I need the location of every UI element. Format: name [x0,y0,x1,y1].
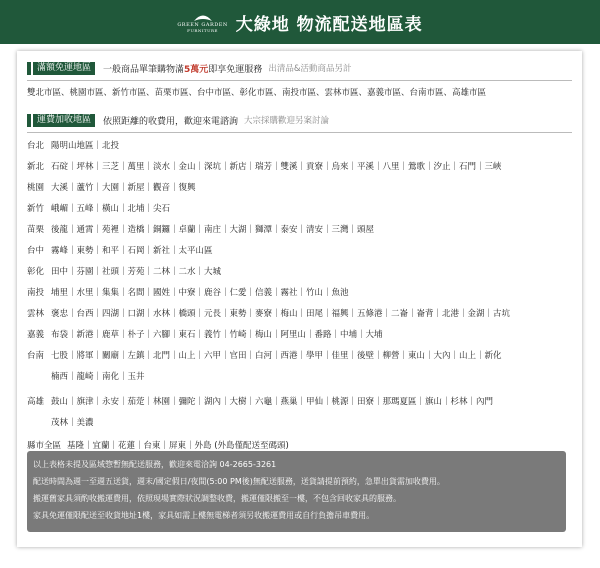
condition-amount: 5萬元 [184,64,209,75]
county-label: 嘉義 [27,330,45,340]
charge-section-header [27,113,329,127]
town-list: 七股｜將軍｜關廟｜左鎮｜北門｜山上｜六甲｜官田｜白河｜西港｜學甲｜佳里｜後壁｜柳營｜東山｜大內｜山上｜新化 [51,351,502,361]
list-item [27,395,575,416]
free-section-header [27,61,351,75]
town-list: 霧峰｜東勢｜和平｜石岡｜新社｜太平山區 [51,246,213,256]
county-label [27,416,51,439]
town-list: 田中｜芬園｜社頭｜芳苑｜二林｜二水｜大城 [51,267,222,277]
page-title: 大綠地 物流配送地區表 [235,14,423,35]
county-label: 南投 [27,288,45,298]
county-label: 台中 [27,246,45,256]
free-shipping-note: 出清品&活動商品另計 [268,64,352,74]
condition-suffix: 即享免運服務 [208,64,263,75]
county-label: 高雄 [27,397,45,407]
county-label: 新北 [27,162,45,172]
logo-line2: FURNITURE [187,27,218,33]
list-item [27,160,575,181]
county-label: 雲林 [27,309,45,319]
list-item [27,328,575,349]
county-label: 台南 [27,351,45,361]
notice-line: 配送時間為週一至週五送貨，週末/國定假日/夜間(5:00 PM後)無配送服務，送貨請提前預約，急單出貨需加收費用。 [33,477,445,486]
page-header [0,0,600,44]
free-shipping-condition [103,62,262,75]
notice-line: 家具免運僅限配送至收貨地址1樓，家具如需上樓無電梯者須另收搬運費用或自行負擔吊車費用。 [33,511,375,520]
service-notice [27,451,566,532]
divider [27,132,572,133]
county-label: 苗栗 [27,225,45,235]
list-item [27,416,575,439]
section-bar [27,62,31,75]
list-item [27,307,575,328]
list-item [27,370,575,395]
list-item [27,223,575,244]
list-item [27,286,575,307]
town-list: 峨嵋｜五峰｜橫山｜北埔｜尖石 [51,204,171,214]
list-item [27,244,575,265]
town-list: 基隆｜宜蘭｜花蓮｜台東｜屏東｜外島 (外島僅配送至碼頭) [67,441,289,451]
town-list: 埔里｜水里｜集集｜名間｜國姓｜中寮｜鹿谷｜仁愛｜信義｜霧社｜竹山｜魚池 [51,288,349,298]
list-item [27,181,575,202]
town-list: 楠西｜龍崎｜南化｜玉井 [51,372,145,382]
town-list: 大溪｜蘆竹｜大園｜新屋｜觀音｜復興 [51,183,196,193]
town-list: 石碇｜坪林｜三芝｜萬里｜淡水｜金山｜深坑｜新店｜瑞芳｜雙溪｜貢寮｜烏來｜平溪｜八里｜鶯歌｜汐止｜石門｜三峽 [51,162,502,172]
town-list: 茂林｜美濃 [51,418,94,428]
notice-line: 搬運舊家具須酌收搬運費用，依照現場實際狀況調整收費，搬運僅限搬至一樓，不包含回收家具的服務。 [33,494,401,503]
list-item [27,202,575,223]
town-list: 後龍｜通霄｜苑裡｜造橋｜銅鑼｜卓蘭｜南庄｜大湖｜獅潭｜泰安｜清安｜三灣｜頭屋 [51,225,375,235]
leaf-icon [192,12,214,22]
free-areas-list: 雙北市區、桃園市區、新竹市區、苗栗市區、台中市區、彰化市區、南投市區、雲林市區、嘉義市區、台南市區、高雄市區 [27,88,487,98]
extra-charge-list [27,139,575,460]
county-label: 台北 [27,141,45,151]
town-list: 布袋｜新港｜鹿草｜朴子｜六腳｜東石｜義竹｜竹崎｜梅山｜阿里山｜番路｜中埔｜大埔 [51,330,383,340]
list-item [27,139,575,160]
free-shipping-tag: 滿額免運地區 [33,62,95,75]
county-label: 彰化 [27,267,45,277]
town-list: 鼓山｜旗津｜永安｜茄萣｜林園｜彌陀｜湖內｜大樹｜六龜｜燕巢｜甲仙｜桃源｜田寮｜那瑪夏區｜旗山｜杉林｜內門 [51,397,494,407]
brand-logo [177,12,227,33]
notice-line: 以上表格未提及區域惣暫無配送服務，歡迎來電洽詢 04-2665-3261 [33,460,277,469]
county-label [27,370,51,395]
town-list: 陽明山地區｜北投 [51,141,120,151]
divider [27,80,572,81]
list-item [27,265,575,286]
county-label: 新竹 [27,204,45,214]
list-item [27,349,575,370]
extra-charge-note: 大宗採購歡迎另案討論 [244,116,330,126]
town-list: 褒忠｜台西｜四湖｜口湖｜水林｜橋頭｜元長｜東勢｜麥寮｜梅山｜田尾｜福興｜五條港｜二崙｜崙背｜北港｜金湖｜古坑 [51,309,511,319]
extra-charge-condition: 依照距離的收費用，歡迎來電諮詢 [103,116,239,127]
section-bar [27,114,31,127]
county-label: 桃園 [27,183,45,193]
extra-charge-tag: 運費加收地區 [33,114,95,127]
logo-line1: GREEN GARDEN [177,21,228,28]
condition-prefix: 一般商品單筆購物滿 [103,64,185,75]
county-label: 縣市全區 [27,441,62,451]
